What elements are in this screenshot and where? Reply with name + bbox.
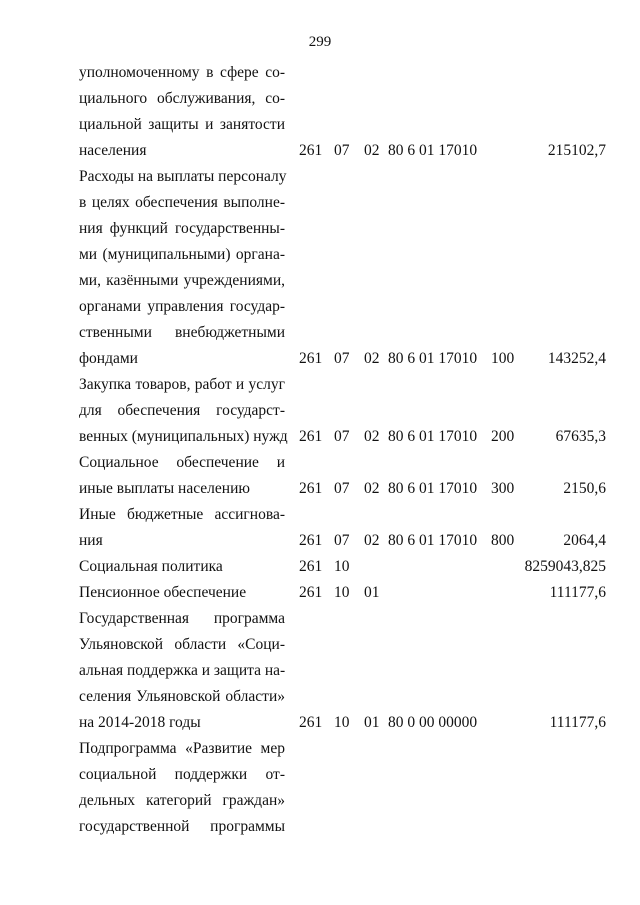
grbs-code: 261 [299, 480, 323, 497]
target-article-code: 80 6 01 17010 [388, 532, 478, 549]
table-row [0, 710, 640, 736]
target-article-code: 80 6 01 17010 [388, 428, 478, 445]
section-code: 07 [334, 480, 350, 497]
subsection-code: 01 [364, 584, 380, 601]
table-row [0, 190, 640, 216]
subsection-code: 02 [364, 350, 380, 367]
subsection-code: 01 [364, 714, 380, 731]
target-article-code: 80 0 00 00000 [388, 714, 478, 731]
section-code: 10 [334, 584, 350, 601]
row-description: Подпрограмма «Развитие мер [79, 740, 285, 757]
amount: 2064,4 [563, 532, 606, 549]
row-description: иные выплаты населению [79, 480, 250, 497]
table-row [0, 788, 640, 814]
row-description: населения [79, 142, 147, 159]
row-description: Иные бюджетные ассигнова- [79, 506, 285, 523]
row-description: уполномоченному в сфере со- [79, 64, 285, 81]
page-number: 299 [308, 34, 332, 50]
table-row [0, 606, 640, 632]
row-description: Закупка товаров, работ и услуг [79, 376, 285, 393]
table-row [0, 450, 640, 476]
row-description: ми (муниципальными) органа- [79, 246, 285, 263]
row-description: в целях обеспечения выполне- [79, 194, 285, 211]
table-row [0, 372, 640, 398]
section-code: 07 [334, 142, 350, 159]
row-description: альная поддержка и защита на- [79, 662, 286, 679]
row-description: ния [79, 532, 103, 549]
table-row [0, 424, 640, 450]
row-description: селения Ульяновской области» [79, 688, 285, 705]
amount: 215102,7 [547, 142, 606, 159]
table-row [0, 476, 640, 502]
row-description: ственными внебюджетными [79, 324, 285, 341]
table-row [0, 242, 640, 268]
grbs-code: 261 [299, 428, 323, 445]
table-row [0, 112, 640, 138]
row-description: фондами [79, 350, 138, 367]
section-code: 10 [334, 714, 350, 731]
row-description: ми, казёнными учреждениями, [79, 272, 285, 289]
row-description: для обеспечения государст- [79, 402, 285, 419]
row-description: циальной защиты и занятости [79, 116, 285, 133]
table-row [0, 762, 640, 788]
section-code: 07 [334, 350, 350, 367]
expense-type-code: 800 [491, 532, 515, 549]
subsection-code: 02 [364, 532, 380, 549]
amount: 111177,6 [549, 714, 606, 731]
target-article-code: 80 6 01 17010 [388, 142, 478, 159]
row-description: Расходы на выплаты персоналу [79, 168, 287, 185]
row-description: циального обслуживания, со- [79, 90, 285, 107]
row-description: венных (муниципальных) нужд [79, 428, 288, 445]
amount: 2150,6 [563, 480, 606, 497]
grbs-code: 261 [299, 142, 323, 159]
subsection-code: 02 [364, 480, 380, 497]
table-row [0, 346, 640, 372]
table-row [0, 554, 640, 580]
table-row [0, 398, 640, 424]
table-row [0, 632, 640, 658]
subsection-code: 02 [364, 142, 380, 159]
table-row [0, 502, 640, 528]
grbs-code: 261 [299, 350, 323, 367]
table-row [0, 138, 640, 164]
section-code: 07 [334, 428, 350, 445]
expense-type-code: 200 [491, 428, 515, 445]
table-row [0, 814, 640, 840]
table-row [0, 528, 640, 554]
expense-type-code: 300 [491, 480, 515, 497]
expense-type-code: 100 [491, 350, 515, 367]
subsection-code: 02 [364, 428, 380, 445]
target-article-code: 80 6 01 17010 [388, 350, 478, 367]
section-code: 07 [334, 532, 350, 549]
table-row [0, 86, 640, 112]
table-row [0, 60, 640, 86]
row-description: государственной программы [79, 818, 285, 835]
row-description: Ульяновской области «Соци- [79, 636, 285, 653]
row-description: социальной поддержки от- [79, 766, 285, 783]
table-row [0, 684, 640, 710]
row-description: Государственная программа [79, 610, 285, 627]
amount: 111177,6 [549, 584, 606, 601]
table-row [0, 268, 640, 294]
row-description: на 2014-2018 годы [79, 714, 201, 731]
grbs-code: 261 [299, 714, 323, 731]
table-row [0, 294, 640, 320]
table-row [0, 164, 640, 190]
row-description: органами управления государ- [79, 298, 285, 315]
amount: 143252,4 [547, 350, 606, 367]
section-code: 10 [334, 558, 350, 575]
grbs-code: 261 [299, 558, 323, 575]
row-description: Социальная политика [79, 558, 223, 575]
grbs-code: 261 [299, 532, 323, 549]
table-row [0, 216, 640, 242]
grbs-code: 261 [299, 584, 323, 601]
table-row [0, 580, 640, 606]
table-row [0, 736, 640, 762]
table-row [0, 658, 640, 684]
amount: 67635,3 [555, 428, 606, 445]
row-description: Пенсионное обеспечение [79, 584, 247, 601]
target-article-code: 80 6 01 17010 [388, 480, 478, 497]
row-description: ния функций государственны- [79, 220, 285, 237]
amount: 8259043,825 [524, 558, 606, 575]
row-description: дельных категорий граждан» [79, 792, 285, 809]
table-row [0, 320, 640, 346]
row-description: Социальное обеспечение и [79, 454, 285, 471]
